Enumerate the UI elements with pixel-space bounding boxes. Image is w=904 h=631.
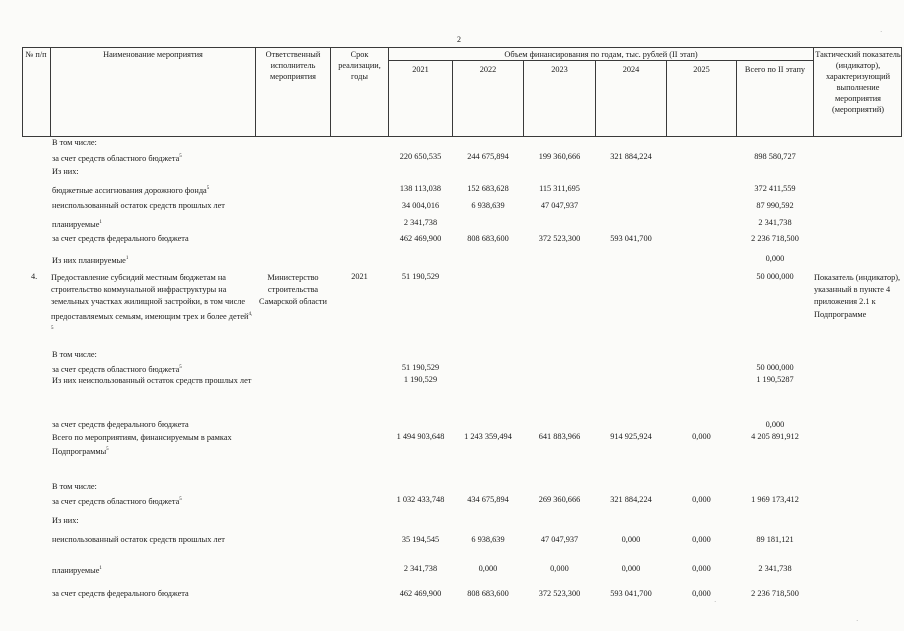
cell-2021: 462 469,900 [399, 234, 442, 243]
item-term: 2021 [351, 272, 368, 281]
cell-2024: 321 884,224 [610, 495, 652, 504]
cell-2021: 1 190,529 [403, 375, 438, 384]
cell-2023: 641 883,966 [538, 432, 581, 441]
cell-2022: 808 683,600 [467, 589, 509, 598]
item-number: 4. [31, 272, 38, 281]
cell-2022: 0,000 [478, 564, 498, 573]
footnote-ref: 1 [125, 256, 129, 261]
cell-2023: 199 360,666 [538, 152, 581, 161]
cell-2025: 0,000 [692, 564, 711, 573]
cell-2021: 1 032 433,748 [396, 495, 445, 504]
row-label: неиспользованный остаток средств прошлых лет [52, 535, 225, 544]
footnote-ref: 1 [99, 566, 102, 571]
cell-2023: 115 311,695 [539, 184, 580, 193]
row-label: В том числе: [52, 482, 97, 491]
cell-2021: 35 194,545 [401, 535, 440, 544]
cell-2021: 51 190,529 [401, 363, 440, 372]
row-label: за счет средств областного бюджета [52, 496, 180, 506]
cell-total: 4 205 891,912 [751, 432, 799, 441]
cell-total: 50 000,000 [756, 363, 794, 372]
cell-total: 2 236 718,500 [751, 234, 799, 243]
row-label: Из них неиспользованный остаток средств прошлых лет [52, 376, 252, 385]
footnote-ref: 1 [99, 220, 102, 225]
footnote-ref: 5 [106, 447, 109, 452]
header-volume: Объем финансирования по годам, тыс. рублей (II этап) [504, 50, 698, 59]
cell-total: 2 236 718,500 [751, 589, 799, 598]
cell-2022: 152 683,628 [467, 184, 509, 193]
cell-2024: 593 041,700 [610, 234, 652, 243]
cell-total: 89 181,121 [756, 535, 794, 544]
row-label: В том числе: [52, 350, 97, 359]
cell-total: 87 990,592 [756, 201, 794, 210]
header-total: Всего по II этапу [744, 65, 806, 74]
cell-2021: 51 190,529 [401, 272, 440, 281]
cell-2024: 321 884,224 [610, 152, 652, 161]
cell-total: 372 411,559 [754, 184, 796, 193]
cell-2021: 462 469,900 [399, 589, 442, 598]
page-number: 2 [457, 35, 461, 44]
header-year-2025: 2025 [693, 65, 710, 74]
header-year-2024: 2024 [622, 65, 640, 74]
scan-speck: · [714, 598, 717, 606]
footnote-ref: 5 [179, 154, 182, 159]
cell-2021: 138 113,038 [399, 184, 442, 193]
cell-2023: 372 523,300 [538, 589, 581, 598]
row-label: Из них: [52, 516, 79, 525]
item-name: Предоставление субсидий местным бюджетам на строительство коммунальной инфраструктуры на земельных участках жилищной застройки, в том числе предоставляемых семьям, имеющим трех и более детей [51, 273, 249, 321]
cell-2021: 2 341,738 [403, 564, 438, 573]
row-label: В том числе: [52, 138, 97, 147]
header-term: Срок реализации, годы [338, 50, 381, 81]
cell-2021: 2 341,738 [403, 218, 438, 227]
cell-2023: 0,000 [550, 564, 569, 573]
row-label: Из них планируемые [52, 255, 126, 265]
cell-total: 1 969 173,412 [751, 495, 799, 504]
cell-total: 1 190,5287 [756, 375, 794, 384]
cell-total: 0,000 [765, 254, 785, 263]
header-year-2021: 2021 [412, 65, 429, 74]
item-indicator: Показатель (индикатор), указанный в пункте 4 приложения 2.1 к Подпрограмме [814, 273, 901, 319]
header-year-2023: 2023 [551, 65, 568, 74]
cell-2024: 914 925,924 [610, 432, 652, 441]
cell-2025: 0,000 [692, 432, 711, 441]
cell-total: 2 341,738 [758, 218, 792, 227]
cell-total: 50 000,000 [756, 272, 794, 281]
row-label: за счет средств федерального бюджета [52, 589, 189, 598]
cell-2024: 0,000 [621, 564, 641, 573]
row-label: планируемые [52, 565, 100, 575]
cell-2023: 47 047,937 [540, 201, 579, 210]
scan-speck: · [856, 617, 859, 625]
cell-2022: 6 938,639 [471, 535, 505, 544]
header-num: № п/п [25, 50, 47, 59]
cell-2025: 0,000 [692, 495, 711, 504]
cell-total: 0,000 [765, 420, 785, 429]
cell-2022: 244 675,894 [467, 152, 509, 161]
row-label: за счет средств федерального бюджета [52, 234, 189, 243]
header-name: Наименование мероприятия [103, 50, 203, 59]
row-label: Из них: [52, 167, 79, 176]
cell-2021: 1 494 903,648 [396, 432, 445, 441]
header-indicator: Тактический показатель (индикатор), характеризующий выполнение мероприятия (мероприятий) [815, 50, 901, 114]
footnote-ref: 4, 5 [51, 311, 253, 331]
cell-2023: 269 360,666 [538, 495, 581, 504]
scan-speck: · [880, 28, 883, 36]
cell-2024: 593 041,700 [610, 589, 652, 598]
header-executor: Ответственный исполнитель мероприятия [265, 50, 321, 81]
item-executor: Министерство строительства Самарской области [259, 273, 327, 307]
cell-2021: 220 650,535 [399, 152, 442, 161]
cell-2022: 434 675,894 [467, 495, 509, 504]
cell-2021: 34 004,016 [401, 201, 440, 210]
cell-total: 2 341,738 [758, 564, 792, 573]
cell-2022: 6 938,639 [471, 201, 505, 210]
row-label: неиспользованный остаток средств прошлых лет [52, 201, 225, 210]
cell-total: 898 580,727 [754, 152, 796, 161]
cell-2022: 808 683,600 [467, 234, 509, 243]
row-label: за счет средств областного бюджета [52, 153, 180, 163]
cell-2025: 0,000 [692, 535, 711, 544]
cell-2023: 372 523,300 [538, 234, 581, 243]
row-label: за счет средств областного бюджета [52, 364, 180, 374]
cell-2023: 47 047,937 [540, 535, 579, 544]
row-label: бюджетные ассигнования дорожного фонда [52, 185, 207, 195]
row-label: за счет средств федерального бюджета [52, 420, 189, 429]
header-year-2022: 2022 [479, 65, 497, 74]
cell-2025: 0,000 [692, 589, 711, 598]
cell-2024: 0,000 [621, 535, 641, 544]
footnote-ref: 5 [179, 365, 182, 370]
footnote-ref: 5 [206, 186, 210, 191]
footnote-ref: 5 [179, 497, 182, 502]
row-label: планируемые [52, 219, 100, 229]
cell-2022: 1 243 359,494 [464, 432, 512, 441]
row-label: Всего по мероприятиям, финансируемым в рамках Подпрограммы [52, 433, 232, 456]
